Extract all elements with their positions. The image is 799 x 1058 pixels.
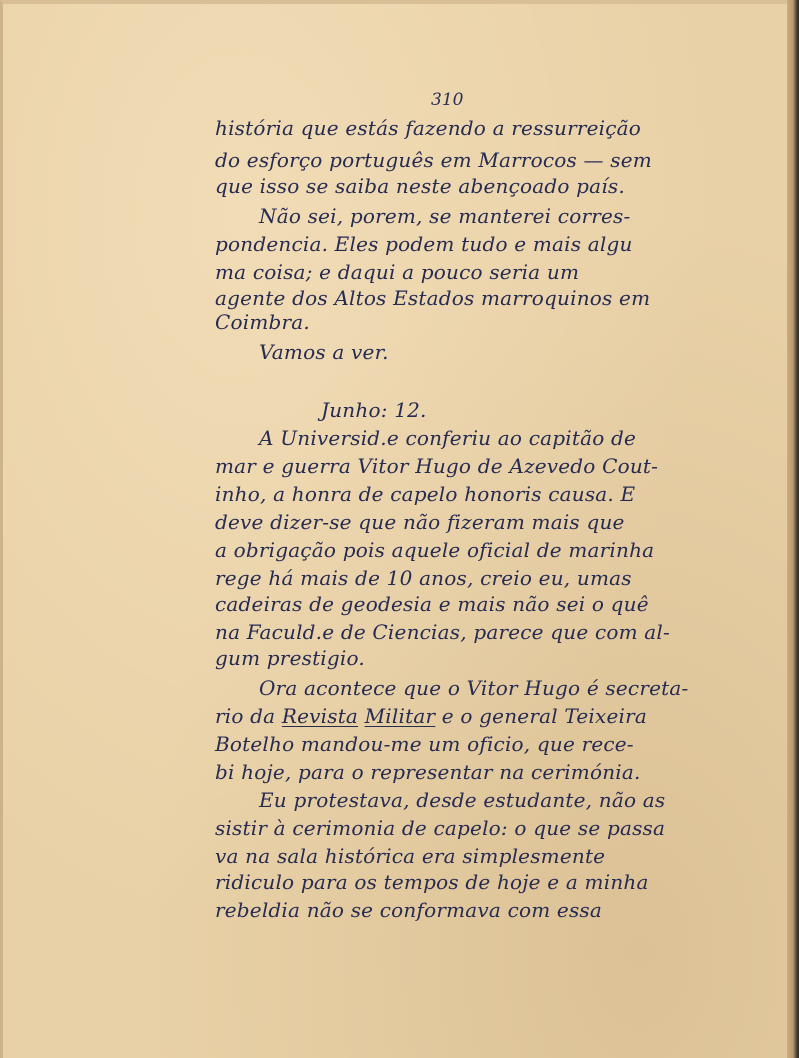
text-line-underlined bbox=[215, 704, 647, 728]
text-line: pondencia. Eles podem tudo e mais algu bbox=[215, 232, 633, 256]
text-line: mar e guerra Vitor Hugo de Azevedo Cout- bbox=[215, 454, 659, 478]
text-line: Coimbra. bbox=[215, 310, 310, 334]
text-line: do esforço português em Marrocos — sem bbox=[215, 148, 652, 172]
underlined-word: Militar bbox=[364, 704, 436, 728]
date-heading: Junho: 12. bbox=[321, 398, 427, 422]
text-line: deve dizer-se que não fizeram mais que bbox=[215, 510, 625, 534]
text-line: va na sala histórica era simplesmente bbox=[215, 844, 606, 868]
text-line: Botelho mandou-me um oficio, que rece- bbox=[215, 732, 634, 756]
text-line: bi hoje, para o representar na cerimónia. bbox=[215, 760, 641, 784]
page-number: 310 bbox=[431, 90, 464, 110]
text-line: ridiculo para os tempos de hoje e a minha bbox=[215, 870, 649, 894]
text-line: sistir à cerimonia de capelo: o que se passa bbox=[215, 816, 666, 840]
text-fragment: e o general Teixeira bbox=[435, 704, 647, 728]
text-line: Vamos a ver. bbox=[259, 340, 389, 364]
text-line: A Universid.e conferiu ao capitão de bbox=[259, 426, 637, 450]
text-line: história que estás fazendo a ressurreição bbox=[215, 116, 642, 140]
text-line: na Faculd.e de Ciencias, parece que com al- bbox=[215, 620, 670, 644]
text-line: inho, a honra de capelo honoris causa. E bbox=[215, 482, 636, 506]
text-fragment: rio da bbox=[215, 704, 282, 728]
text-line: a obrigação pois aquele oficial de marinha bbox=[215, 538, 655, 562]
text-line: Ora acontece que o Vitor Hugo é secreta- bbox=[259, 676, 689, 700]
text-line: agente dos Altos Estados marroquinos em bbox=[215, 286, 651, 310]
text-line: Eu protestava, desde estudante, não as bbox=[259, 788, 666, 812]
text-line: que isso se saiba neste abençoado país. bbox=[215, 174, 625, 198]
text-line: cadeiras de geodesia e mais não sei o quê bbox=[215, 592, 649, 616]
text-line: rebeldia não se conformava com essa bbox=[215, 898, 603, 922]
book-spine-edge bbox=[787, 0, 799, 1058]
text-line: ma coisa; e daqui a pouco seria um bbox=[215, 260, 580, 284]
text-line: gum prestigio. bbox=[215, 646, 365, 670]
text-line: Não sei, porem, se manterei corres- bbox=[259, 204, 631, 228]
underlined-word: Revista bbox=[281, 704, 359, 728]
text-line: rege há mais de 10 anos, creio eu, umas bbox=[215, 566, 632, 590]
